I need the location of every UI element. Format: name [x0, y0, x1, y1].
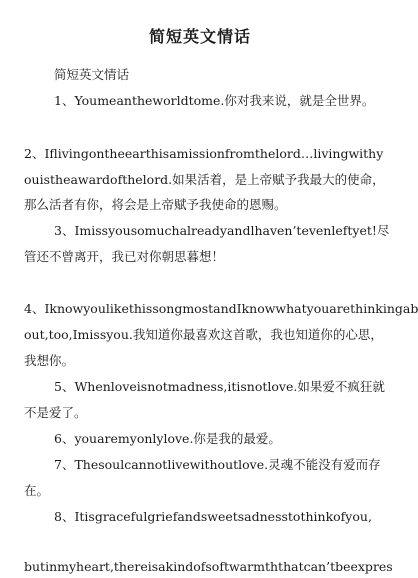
paragraph-line: butinmyheart,thereisakindofsoftwarmththatcan’tbeexpres [24, 559, 393, 574]
paragraph-line: 1、Youmeantheworldtome.你对我来说，就是全世界。 [54, 93, 375, 108]
paragraph-line: out,too,Imissyou.我知道你最喜欢这首歌，我也知道你的心思， [24, 327, 383, 342]
paragraph-line: 在。 [24, 483, 50, 498]
paragraph-line: 7、Thesoulcannotlivewithoutlove.灵魂不能没有爱而存 [54, 457, 381, 472]
paragraph-line: 不是爱了。 [24, 405, 87, 420]
paragraph-line: 那么活者有你，将会是上帝赋予我使命的恩赐。 [24, 197, 287, 212]
paragraph-line: 5、Whenloveisnotmadness,itisnotlove.如果爱不疯狂就 [54, 379, 385, 394]
paragraph-line: 8、Itisgracefulgriefandsweetsadnesstothinkofyou, [54, 509, 372, 524]
paragraph-line: 我想你。 [24, 353, 75, 368]
document-title: 简短英文情话 [148, 27, 251, 46]
paragraph-line: 6、youaremyonlylove.你是我的最爱。 [54, 431, 281, 446]
paragraph-line: ouistheawardofthelord.如果活着，是上帝赋予我最大的使命， [24, 172, 385, 187]
paragraph-line: 3、Imissyousomuchalreadyandlhaven’tevenleftyet!尽 [54, 223, 390, 238]
paragraph-line: 管还不曾离开，我已对你朝思暮想！ [24, 249, 225, 264]
subheading: 简短英文情话 [54, 67, 130, 82]
paragraph-line: 2、Iflivingontheearthisamissionfromthelord…livingwithy [24, 146, 384, 161]
paragraph-line: 4、IknowyoulikethissongmostandIknowwhatyouarethinkingab [24, 301, 418, 316]
